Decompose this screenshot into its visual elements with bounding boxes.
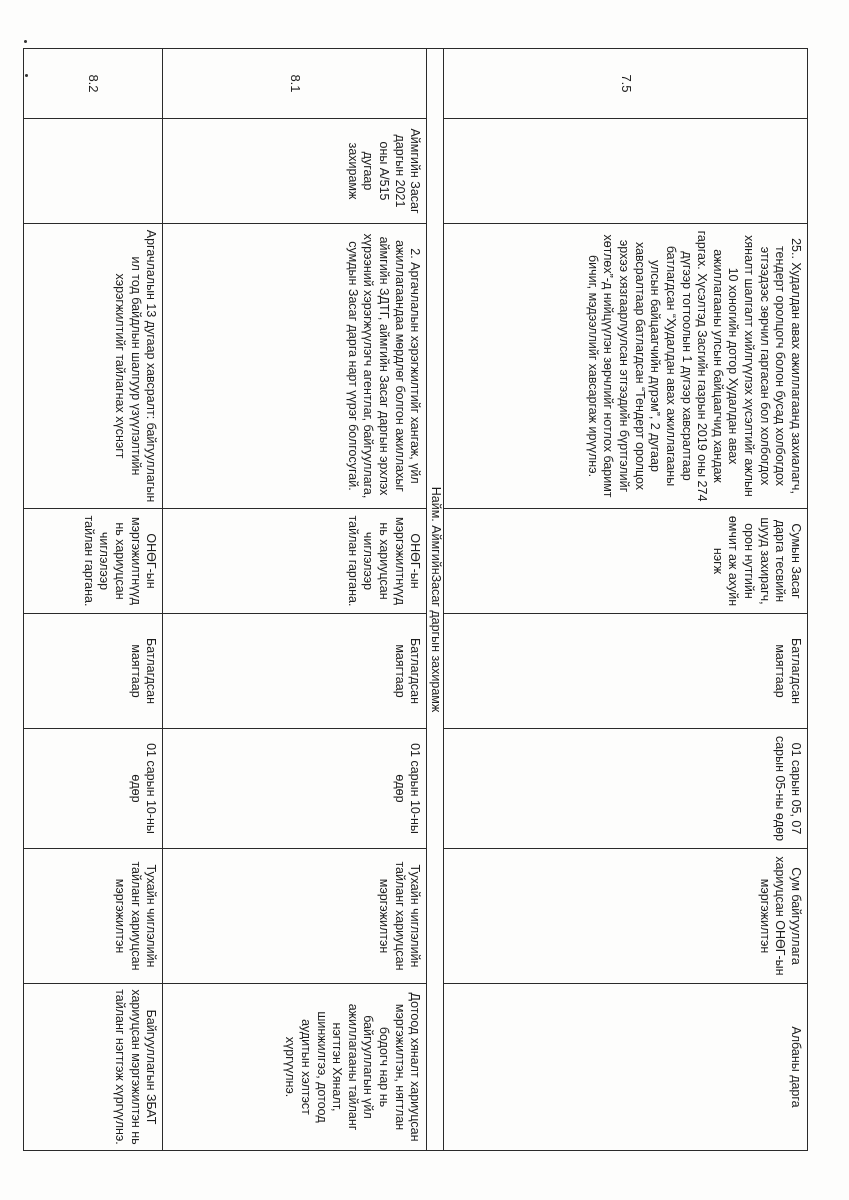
section-header-row <box>427 49 444 1151</box>
content-cell: Аргачлалын 13 дугаар хавсралт: байгууллагын ил тод байдлын шалгуур үзүүлэлтийн хэрэгжилтийг тайлагнах хүснэгт <box>24 224 163 509</box>
responsible-cell: ОНӨГ-ын мэргэжилтнүүд нь хариуцсан чиглэлээр тайлан гаргана. <box>163 509 427 614</box>
content-cell: 25.. Худалдан авах ажиллагаанд захиалагч, тендерт оролцогч болон бусад холбогдох этгээдээс зөрчил гаргасан бол холбогдох хяналт шалгалт хийлгүүлэх хүсэлтийг ажлын 10 хоногийн дотор Худалдан авах ажиллагааны улсын байцаагчид хандаж гаргах. Хүсэлтэд Засгийн газрын 2019 оны 274 дүгээр тогтоолын 1 дүгээр хавсралтаар батлагдсан “Худалдан авах ажиллагааны улсын байцаагчийн дүрэм”, 2 дугаар хавсралтаар батлагдсан “Тендерт оролцох эрхээ хязгаарлуулсан этгээдийн бүртгэлийг хөтлөх”-д нийцүүлэн зөрчлийг нотлох баримт бичиг, мэдээллийг хавсаргаж ирүүлнэ. <box>444 224 808 509</box>
responsible-cell: ОНӨГ-ын мэргэжилтнүүд нь хариуцсан чиглэлээр тайлан гаргана. <box>24 509 163 614</box>
row-number: 8.2 <box>24 49 163 119</box>
table-row <box>444 49 808 1151</box>
section-title: Найм. АймгийнЗасаг даргын захирамж <box>427 49 444 1151</box>
measure-cell: Батлагдсан маягтаар <box>24 614 163 729</box>
decision-table <box>23 48 808 1151</box>
rotated-page <box>40 48 808 1150</box>
reporting-cell: Тухайн чиглэлийн тайланг хариуцсан мэргэжилтэн <box>24 849 163 984</box>
table-row <box>163 49 427 1151</box>
monitoring-cell: Байгууллагын ЗБАТ хариуцсан мэргэжилтэн нь тайланг нэгтгэж хүргүүлнэ. <box>24 984 163 1151</box>
legal-basis-cell <box>24 119 163 224</box>
deadline-cell: 01 сарын 10-ны өдөр <box>163 729 427 849</box>
row-number: 7.5 <box>444 49 808 119</box>
responsible-cell: Сумын Засаг дарга тесвийн шууд захирагч, орон нутгийн өмчит аж ахуйн нэгж <box>444 509 808 614</box>
measure-cell: Батлагдсан маягтаар <box>444 614 808 729</box>
monitoring-cell: Албаны дарга <box>444 984 808 1151</box>
deadline-cell: 01 сарын 10-ны өдөр <box>24 729 163 849</box>
table-row <box>24 49 163 1151</box>
content-cell: 2. Аргачлалын хэрэгжилтийг хангаж, үйл ажиллагаандаа мөрдлөг болгон ажиллахыг аймгийн ЗДТГ, аймгийн Засаг даргын эрхлэх хүрээний хэрэгжүүлэгч агентлаг, байгууллага, сумдын Засаг дарга нарт үүрэг болгосугай. <box>163 224 427 509</box>
legal-basis-cell: Аймгийн Засаг даргын 2021 оны А/515 дугаар захирамж <box>163 119 427 224</box>
reporting-cell: Тухайн чиглэлийн тайланг хариуцсан мэргэжилтэн <box>163 849 427 984</box>
monitoring-cell: Дотоод хяналт хариуцсан мэргэжилтэн, нягтлан бодогч нар нь байгууллагын үйл ажиллагааны тайланг нэгтгэн Хяналт, шинжилгээ, дотоод аудитын хэлтэст хүргүүлнэ. <box>163 984 427 1151</box>
row-number: 8.1 <box>163 49 427 119</box>
deadline-cell: 01 сарын 05, 07 сарын 05-ны өдөр <box>444 729 808 849</box>
measure-cell: Батлагдсан маягтаар <box>163 614 427 729</box>
reporting-cell: Сум байгууллага хариуцсан ОНӨГ-ын мэргэжилтэн <box>444 849 808 984</box>
legal-basis-cell <box>444 119 808 224</box>
